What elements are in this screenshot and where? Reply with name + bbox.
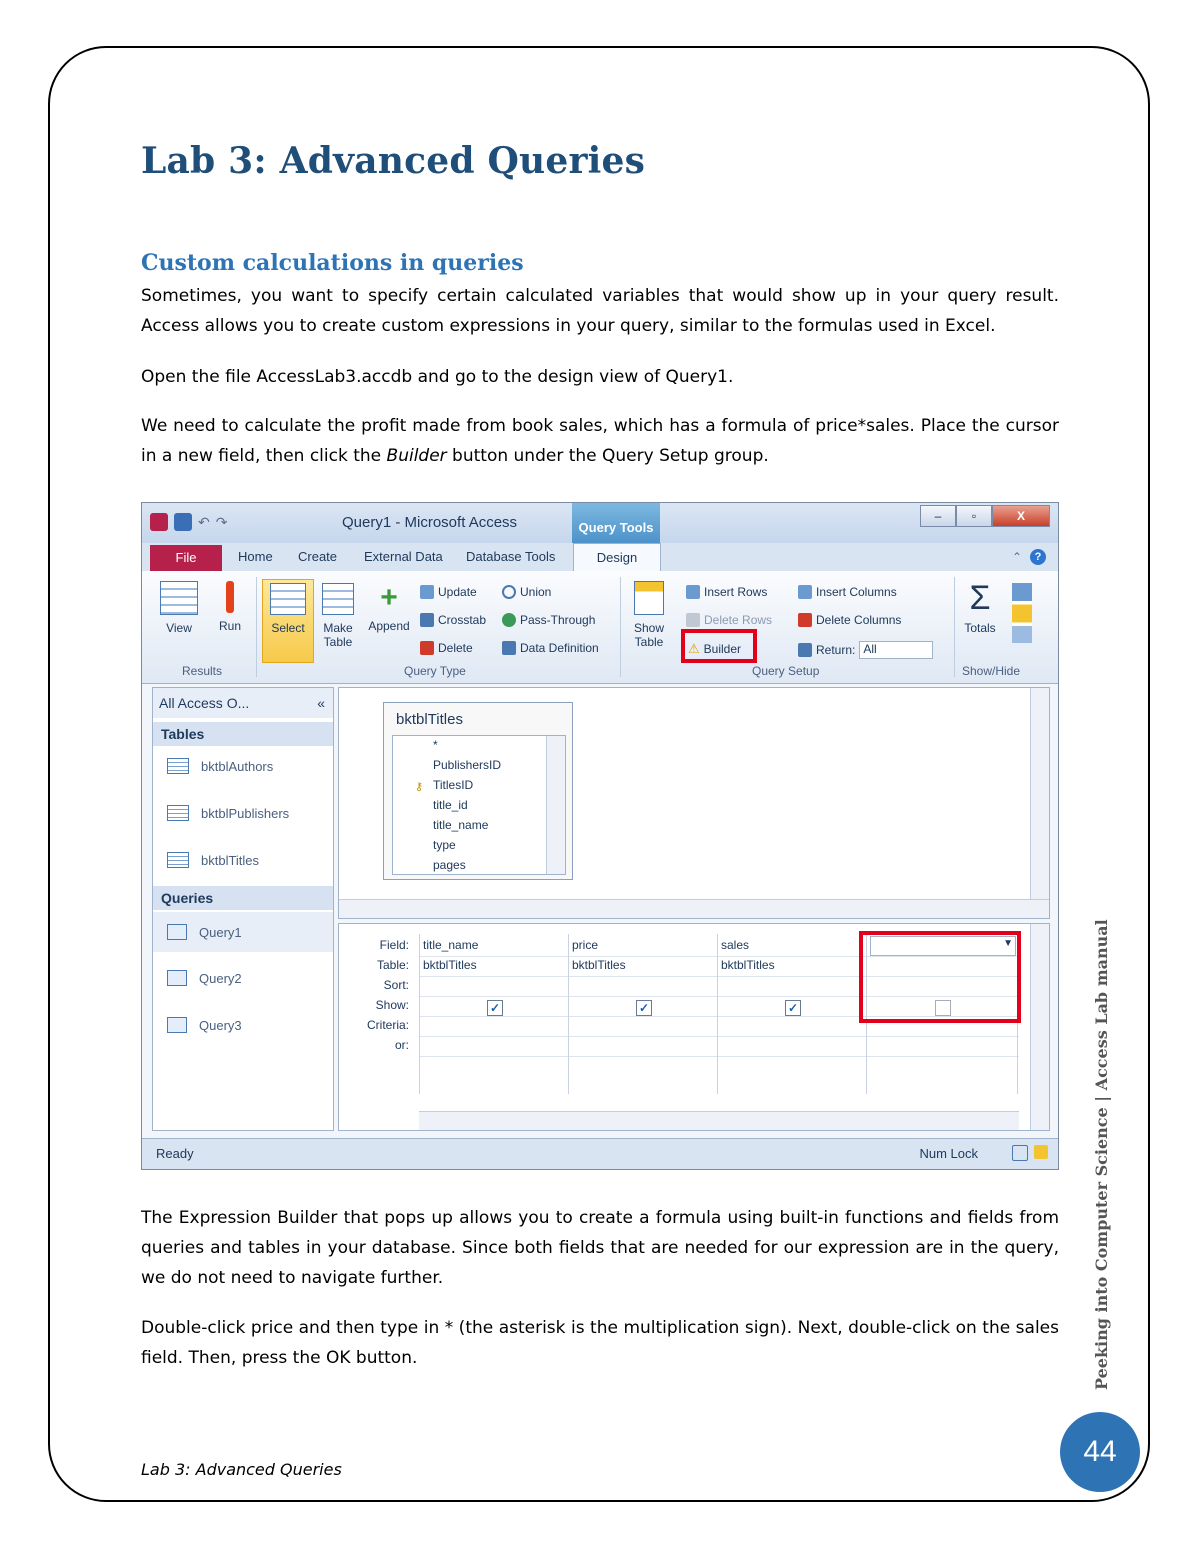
nav-item-table[interactable]: bktblPublishers: [167, 805, 289, 821]
totals-button[interactable]: Σ Totals: [960, 581, 1000, 635]
return-dropdown[interactable]: All: [859, 641, 933, 659]
sigma-icon: Σ: [969, 579, 991, 617]
field-cell[interactable]: sales: [721, 938, 750, 952]
quick-access-toolbar: [150, 513, 227, 531]
query-icon: [167, 924, 187, 940]
builder-wand-icon: ⚠: [688, 641, 700, 656]
show-checkbox[interactable]: ✓: [487, 1000, 503, 1016]
window-buttons: [920, 505, 1050, 527]
row-label: Criteria:: [366, 1018, 409, 1032]
pass-through-button[interactable]: Pass-Through: [502, 613, 595, 627]
page-number-badge: 44: [1060, 1412, 1140, 1492]
column-divider: [419, 934, 420, 1094]
show-checkbox[interactable]: ✓: [636, 1000, 652, 1016]
grid-vscroll[interactable]: [1030, 924, 1049, 1130]
field-list: [392, 735, 566, 875]
separator: [620, 577, 621, 677]
delete-icon: [420, 641, 434, 655]
design-pane-vscroll[interactable]: [1030, 688, 1049, 918]
crosstab-icon: [420, 613, 434, 627]
show-hide-icons[interactable]: [1012, 583, 1032, 643]
column-divider: [717, 934, 718, 1094]
page-title: Lab 3: Advanced Queries: [141, 140, 646, 182]
nav-item-query[interactable]: Query3: [167, 1017, 242, 1033]
show-table-button[interactable]: Show Table: [626, 581, 672, 649]
nav-section-queries[interactable]: Queries: [153, 886, 333, 910]
show-checkbox[interactable]: ✓: [785, 1000, 801, 1016]
tab-database-tools[interactable]: Database Tools: [466, 549, 556, 564]
grid-hscroll[interactable]: [419, 1111, 1019, 1130]
table-icon: [167, 852, 189, 868]
collapse-icon[interactable]: «: [317, 695, 325, 711]
union-button[interactable]: Union: [502, 585, 551, 599]
nav-item-query[interactable]: Query2: [167, 970, 242, 986]
row-label: Sort:: [383, 978, 409, 992]
row-label: Table:: [376, 958, 409, 972]
design-view-icon[interactable]: [1034, 1145, 1048, 1159]
table-field-list[interactable]: [383, 702, 573, 880]
query-tools-context: Query Tools: [572, 503, 660, 545]
field-item[interactable]: title_id: [433, 798, 468, 812]
status-bar: [142, 1138, 1058, 1169]
field-cell[interactable]: price: [572, 938, 599, 952]
save-icon[interactable]: [174, 513, 192, 531]
query-type-group-label: Query Type: [404, 664, 466, 678]
builder-emphasis: Builder: [386, 446, 447, 466]
page-footer: Lab 3: Advanced Queries: [141, 1460, 342, 1479]
return-icon: [798, 643, 812, 657]
data-definition-button[interactable]: Data Definition: [502, 641, 599, 655]
delete-columns-icon: [798, 613, 812, 627]
table-icon: [167, 805, 189, 821]
design-pane-hscroll[interactable]: [339, 899, 1049, 918]
paragraph-instructions: Double-click price and then type in * (the asterisk is the multiplication sign). Next, double-click on the sales field. Then, press the OK button.: [141, 1318, 1059, 1368]
close-button[interactable]: X: [992, 505, 1050, 527]
grid-line: [419, 1056, 1019, 1057]
dropdown-arrow-icon[interactable]: ▼: [1003, 938, 1013, 949]
access-screenshot: [141, 502, 1059, 1170]
field-item[interactable]: pages: [433, 858, 466, 872]
crosstab-button[interactable]: Crosstab: [420, 613, 486, 627]
minimize-button[interactable]: –: [920, 505, 956, 527]
datasheet-view-icon[interactable]: [1012, 1145, 1028, 1161]
tab-file[interactable]: File: [150, 545, 222, 571]
row-label: Show:: [375, 998, 409, 1012]
table-name: bktblTitles: [396, 711, 463, 728]
field-item[interactable]: title_name: [433, 818, 489, 832]
insert-columns-button[interactable]: Insert Columns: [798, 585, 897, 599]
ribbon: [142, 571, 1058, 684]
table-cell[interactable]: bktblTitles: [572, 958, 626, 972]
navigation-pane: [152, 687, 334, 1131]
make-table-button[interactable]: Make Table: [316, 583, 360, 649]
delete-button[interactable]: Delete: [420, 641, 473, 655]
access-logo-icon: [150, 513, 168, 531]
key-icon: ⚷: [415, 781, 424, 793]
nav-item-query[interactable]: Query1: [153, 912, 333, 952]
table-cell[interactable]: bktblTitles: [721, 958, 775, 972]
paragraph-open-file: Open the file AccessLab3.accdb and go to the design view of Query1.: [141, 367, 734, 387]
delete-rows-icon: [686, 613, 700, 627]
view-switcher[interactable]: [1012, 1145, 1048, 1161]
run-button[interactable]: Run: [210, 581, 250, 633]
window-title: Query1 - Microsoft Access: [342, 514, 518, 531]
field-item[interactable]: type: [433, 838, 456, 852]
builder-highlight-box: [681, 629, 757, 663]
insert-rows-button[interactable]: Insert Rows: [686, 585, 767, 599]
query-setup-group-label: Query Setup: [752, 664, 820, 678]
paragraph-builder: We need to calculate the profit made from book sales, which has a formula of price*sales. Place the cursor in a new field, then click the Builder button under the Query Setup group.: [141, 416, 1059, 466]
tab-design[interactable]: Design: [573, 543, 661, 571]
separator: [954, 577, 955, 677]
row-label: Field:: [379, 938, 409, 952]
paragraph-expression-builder: The Expression Builder that pops up allows you to create a formula using built-in functions and fields from queries and tables in your database. Since both fields that are needed for our expression are in the query, we do not need to navigate further.: [141, 1208, 1059, 1288]
show-table-icon: [634, 581, 664, 615]
field-item[interactable]: TitlesID: [433, 778, 474, 792]
title-bar: [142, 503, 1058, 543]
paragraph-intro: Sometimes, you want to specify certain calculated variables that would show up in your query result. Access allows you to create custom expressions in your query, similar to the formulas used in Excel.: [141, 286, 1059, 336]
field-cell[interactable]: title_name: [423, 938, 479, 952]
show-hide-group-label: Show/Hide: [962, 664, 1021, 678]
view-button[interactable]: View: [156, 581, 202, 635]
select-query-icon: [270, 583, 306, 615]
delete-rows-button[interactable]: Delete Rows: [686, 613, 772, 627]
tab-home[interactable]: Home: [238, 549, 273, 564]
nav-item-table[interactable]: bktblTitles: [167, 852, 259, 868]
builder-button[interactable]: ⚠ Builder: [688, 641, 742, 656]
results-group-label: Results: [182, 664, 223, 678]
view-icon: [160, 581, 198, 615]
field-list-scrollbar[interactable]: [546, 736, 565, 874]
side-running-title: Peeking into Computer Science | Access Lab manual: [1092, 919, 1111, 1390]
update-button[interactable]: Update: [420, 585, 477, 599]
run-icon: [226, 581, 234, 613]
insert-columns-icon: [798, 585, 812, 599]
row-label: or:: [394, 1038, 409, 1052]
status-text: Ready: [156, 1146, 194, 1161]
grid-line: [419, 1036, 1019, 1037]
help-area: [1012, 549, 1046, 565]
return-control: Return: All: [798, 641, 933, 659]
section-heading: Custom calculations in queries: [141, 250, 524, 276]
nav-section-tables[interactable]: Tables: [153, 722, 333, 746]
help-icon[interactable]: ?: [1030, 549, 1046, 565]
insert-rows-icon: [686, 585, 700, 599]
nav-header[interactable]: All Access O... «: [153, 688, 333, 718]
separator: [256, 577, 257, 677]
maximize-button[interactable]: ▫: [956, 505, 992, 527]
ribbon-tabs: [142, 543, 1058, 571]
undo-icon[interactable]: ↶: [198, 513, 210, 530]
field-item[interactable]: PublishersID: [433, 758, 502, 772]
tab-external-data[interactable]: External Data: [364, 549, 443, 564]
query-design-pane: [338, 687, 1050, 919]
append-button[interactable]: + Append: [368, 581, 410, 633]
field-item[interactable]: *: [433, 738, 438, 752]
table-icon: [167, 758, 189, 774]
num-lock-indicator: Num Lock: [919, 1146, 978, 1161]
tab-create[interactable]: Create: [298, 549, 338, 564]
nav-item-table[interactable]: bktblAuthors: [167, 758, 273, 774]
update-icon: [420, 585, 434, 599]
minimize-ribbon-icon[interactable]: ⌃: [1011, 550, 1022, 564]
delete-columns-button[interactable]: Delete Columns: [798, 613, 901, 627]
query-icon: [167, 1017, 187, 1033]
globe-icon: [502, 613, 516, 627]
data-definition-icon: [502, 641, 516, 655]
make-table-icon: [322, 583, 354, 615]
new-field-highlight-box: [859, 931, 1021, 1023]
table-cell[interactable]: bktblTitles: [423, 958, 477, 972]
query-icon: [167, 970, 187, 986]
redo-icon[interactable]: ↷: [215, 513, 228, 530]
select-button[interactable]: Select: [264, 583, 312, 635]
column-divider: [568, 934, 569, 1094]
append-icon: +: [380, 581, 398, 614]
union-icon: [502, 585, 516, 599]
